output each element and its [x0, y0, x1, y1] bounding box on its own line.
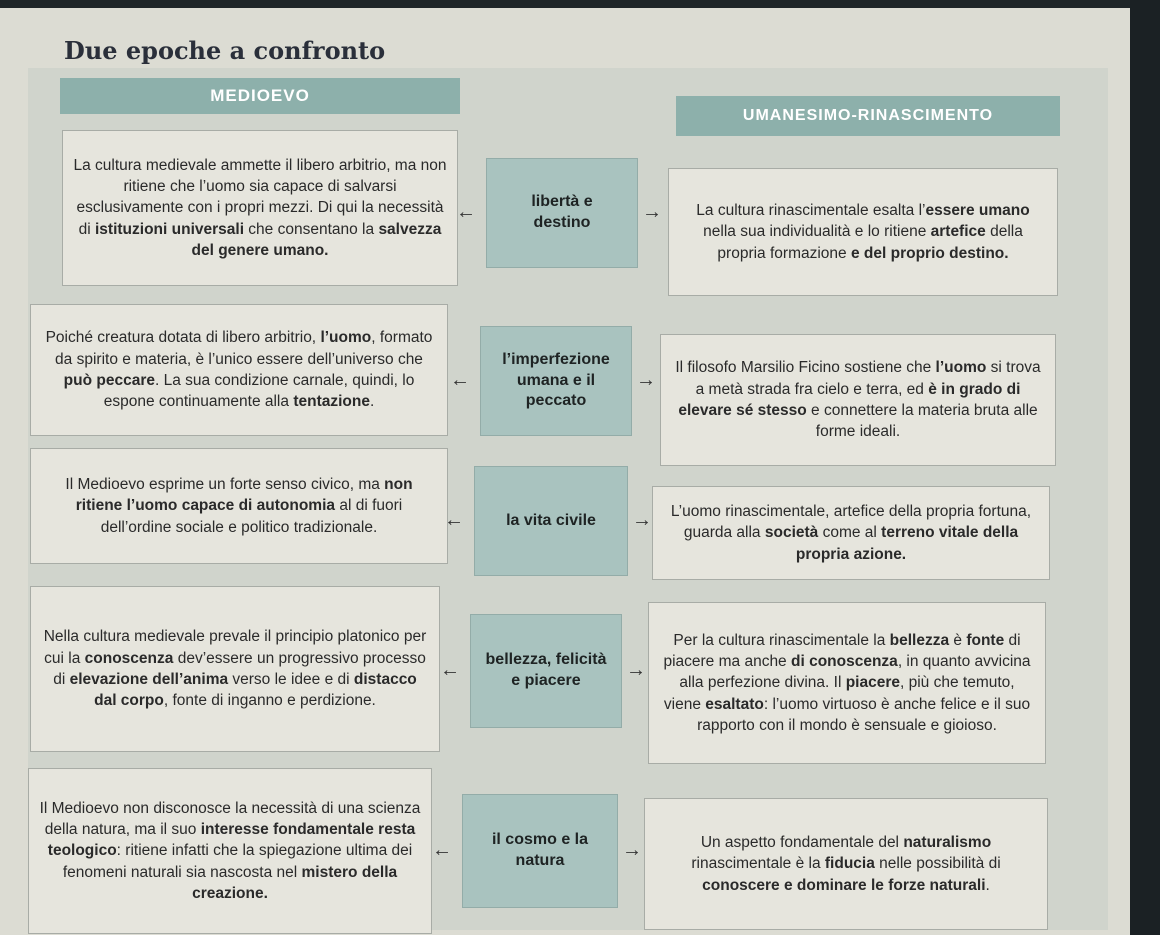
text-segment: , più che temuto, viene: [663, 674, 1015, 713]
keyword: conoscere e dominare le forze naturali: [702, 876, 986, 894]
text-segment: L’uomo rinascimentale, artefice della propria fortuna, guarda alla: [670, 502, 1032, 542]
keyword: artefice: [930, 223, 986, 241]
theme-box: [486, 158, 638, 268]
keyword: l’uomo: [935, 359, 987, 377]
text-segment: al di fuori dell’ordine sociale e politico tradizionale.: [100, 497, 403, 536]
keyword: salvezza del genere umano.: [191, 220, 442, 260]
keyword: è in grado di elevare sé stesso: [678, 380, 1021, 419]
rinascimento-box: [660, 334, 1056, 466]
header-medioevo: MEDIOEVO: [60, 78, 460, 114]
keyword: mistero della creazione.: [192, 863, 398, 903]
text-segment: Nella cultura medievale prevale il principio platonico per cui la: [43, 628, 427, 667]
keyword: distacco dal corpo: [94, 671, 417, 710]
keyword: esaltato: [705, 695, 764, 713]
box-text: [671, 357, 1045, 443]
arrow-left-icon: ←: [444, 509, 464, 531]
theme-label: bellezza, felicità e piacere: [485, 651, 607, 689]
text-segment: Per la cultura rinascimentale la: [673, 631, 890, 649]
text-segment: : ritiene infatti che la spiegazione ultima dei fenomeni naturali sia nascosta nel: [62, 842, 413, 881]
text-segment: rinascimentale è la: [691, 855, 825, 873]
text-segment: dev’essere un progressivo processo di: [53, 649, 426, 688]
text-segment: della propria formazione: [717, 223, 1023, 262]
keyword: di conoscenza: [791, 652, 898, 670]
theme-label: il cosmo e la natura: [491, 831, 589, 869]
arrow-left-icon: ←: [456, 201, 476, 223]
text-segment: Il Medioevo non disconosce la necessità di una scienza della natura, ma il suo: [39, 799, 421, 838]
text-segment: , formato da spirito e materia, è l’unico essere dell’universo che: [55, 329, 433, 368]
medioevo-box: [30, 304, 448, 436]
medioevo-box: [30, 586, 440, 752]
medioevo-box: [28, 768, 432, 934]
keyword: tentazione: [293, 393, 370, 411]
text-segment: . La sua condizione carnale, quindi, lo espone continuamente alla: [103, 372, 415, 411]
arrow-left-icon: ←: [432, 839, 452, 861]
arrow-right-icon: →: [632, 509, 652, 531]
theme-box: [470, 614, 622, 728]
box-text: [73, 155, 447, 262]
keyword: terreno vitale della propria azione.: [795, 524, 1019, 563]
arrow-right-icon: →: [642, 201, 662, 223]
keyword: società: [764, 524, 819, 542]
keyword: interesse fondamentale resta teologico: [47, 820, 416, 860]
text-segment: nelle possibilità di: [874, 855, 1001, 873]
box-text: [655, 832, 1037, 896]
book-page: [0, 8, 1130, 935]
box-text: [659, 630, 1035, 737]
text-segment: La cultura medievale ammette il libero arbitrio, ma non ritiene che l’uomo sia capace di salvarsi esclusivamente con i propri mezzi. Di qui la necessità di: [73, 156, 447, 238]
keyword: l’uomo: [320, 329, 372, 347]
rinascimento-box: [644, 798, 1048, 930]
rinascimento-box: [648, 602, 1046, 764]
text-segment: Un aspetto fondamentale del: [700, 833, 904, 851]
box-text: [679, 200, 1047, 264]
theme-box: [480, 326, 632, 436]
keyword: istituzioni universali: [95, 220, 244, 238]
keyword: naturalismo: [903, 833, 992, 851]
text-segment: Poiché creatura dotata di libero arbitrio,: [45, 329, 321, 347]
text-segment: , fonte di inganno e perdizione.: [163, 692, 376, 710]
page-title: Due epoche a confronto: [64, 36, 386, 65]
text-segment: e connettere la materia bruta alle forme ideali.: [806, 402, 1038, 441]
text-segment: La cultura rinascimentale esalta l’: [696, 201, 926, 219]
arrow-right-icon: →: [636, 369, 656, 391]
header-umanesimo: UMANESIMO-RINASCIMENTO: [676, 96, 1060, 136]
text-segment: .: [985, 876, 990, 894]
keyword: fonte: [966, 631, 1005, 649]
text-segment: Il filosofo Marsilio Ficino sostiene che: [675, 359, 936, 377]
rinascimento-box: [668, 168, 1058, 296]
text-segment: , in quanto avvicina alla perfezione divina. Il: [679, 652, 1031, 692]
text-segment: : l’uomo virtuoso è anche felice e il suo rapporto con il mondo è sensuale e gioioso.: [697, 695, 1031, 735]
arrow-left-icon: ←: [440, 659, 460, 681]
keyword: e del proprio destino.: [850, 244, 1009, 262]
keyword: fiducia: [824, 855, 875, 873]
keyword: elevazione dell’anima: [69, 671, 229, 688]
arrow-right-icon: →: [622, 839, 642, 861]
theme-box: [474, 466, 628, 576]
text-segment: è: [949, 631, 967, 649]
text-segment: nella sua individualità e lo ritiene: [703, 223, 931, 241]
arrow-left-icon: ←: [450, 369, 470, 391]
arrow-right-icon: →: [626, 659, 646, 681]
theme-box: [462, 794, 618, 908]
text-segment: di piacere ma anche: [663, 631, 1021, 670]
theme-label: libertà e destino: [531, 193, 593, 231]
medioevo-box: [62, 130, 458, 286]
box-text: [663, 501, 1039, 565]
keyword: può peccare: [63, 372, 155, 389]
keyword: bellezza: [889, 631, 950, 649]
text-segment: verso le idee e di: [228, 671, 354, 688]
box-text: [39, 798, 421, 905]
text-segment: .: [369, 393, 375, 411]
background-edge: [1130, 0, 1160, 935]
box-text: [41, 327, 437, 413]
theme-label: l’imperfezione umana e il peccato: [502, 350, 610, 410]
keyword: conoscenza: [84, 649, 174, 667]
text-segment: si trova a metà strada fra cielo e terra, ed: [695, 359, 1041, 398]
keyword: essere umano: [925, 201, 1030, 219]
medioevo-box: [30, 448, 448, 564]
rinascimento-box: [652, 486, 1050, 580]
box-text: [41, 474, 437, 538]
theme-label: la vita civile: [506, 511, 596, 529]
text-segment: che consentano la: [244, 220, 379, 238]
keyword: non ritiene l’uomo capace di autonomia: [75, 475, 413, 515]
text-segment: Il Medioevo esprime un forte senso civico, ma: [65, 475, 385, 493]
keyword: piacere: [845, 674, 900, 692]
box-text: [41, 626, 429, 712]
text-segment: come al: [818, 524, 882, 542]
